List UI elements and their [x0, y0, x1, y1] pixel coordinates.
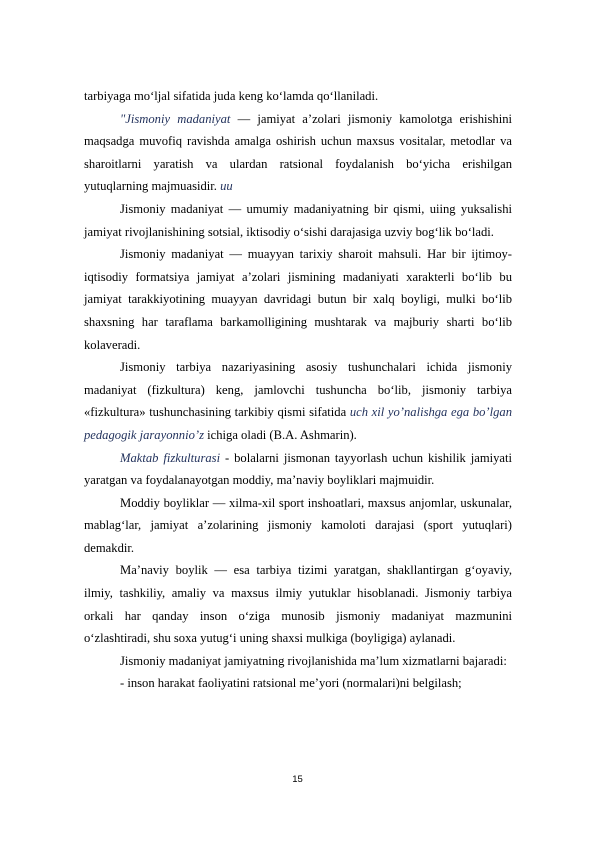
paragraph-functions-intro — [84, 650, 512, 673]
italic-phrase: uch xil yo’nalishga ega bo’lgan pedagogik jarayonnio’z — [84, 405, 512, 442]
paragraph-text: Jismoniy madaniyat jamiyatning rivojlanishida ma’lum xizmatlarni bajaradi: — [120, 653, 507, 668]
term-italic: Maktab fizkulturasi — [120, 450, 221, 465]
paragraph-text: Moddiy boyliklar — xilma-xil sport inshoatlari, maxsus anjomlar, uskunalar, mablag‘lar, jamiyat a’zolarining jismoniy kamoloti darajasi (sport yutuqlari) demakdir. — [84, 495, 512, 555]
paragraph-material-wealth — [84, 492, 512, 560]
paragraph-text: Jismoniy madaniyat — umumiy madaniyatning bir qismi, uiing yuksalishi jamiyat rivojlanishining sotsial, iktisodiy o‘sishi darajasiga uzviy bog‘lik bo‘ladi. — [84, 201, 512, 239]
paragraph-text: ichiga oladi (B.A. Ashmarin). — [203, 427, 357, 442]
paragraph-list-item — [84, 672, 512, 695]
paragraph-text: - bolalarni jismonan tayyorlash uchun kishilik jamiyati yaratgan va foydalanayotgan moddiy, ma’naviy boyliklari majmuidir. — [84, 450, 512, 488]
paragraph-text: - inson harakat faoliyatini ratsional me’yori (normalari)ni belgilash; — [120, 676, 462, 691]
paragraph-spiritual-wealth — [84, 559, 512, 649]
term-italic: "Jismoniy madaniyat — [120, 111, 231, 126]
page-number: 15 — [292, 774, 303, 785]
trailing-italic-mark: uu — [220, 179, 233, 194]
paragraph-continuation — [84, 85, 512, 108]
paragraph-historical-conditions — [84, 243, 512, 356]
paragraph-school-physical-culture — [84, 447, 512, 492]
paragraph-definition-physical-culture — [84, 108, 512, 198]
paragraph-theory-concepts — [84, 356, 512, 446]
paragraph-text: tarbiyaga mo‘ljal sifatida juda keng ko‘lamda qo‘llaniladi. — [84, 89, 379, 103]
paragraph-text: Ma’naviy boylik — esa tarbiya tizimi yaratgan, shakllantirgan g‘oyaviy, ilmiy, tashkiliy, amaliy va maxsus ilmiy yutuklar hisoblanadi. Jismoniy tarbiya orkali har qanday inson o‘ziga munosib jismoniy madaniyat mazmunini o‘zlashtiradi, shu soxa yutug‘i uning shaxsi mulkiga (boyligiga) aylanadi. — [84, 563, 512, 646]
paragraph-text: Jismoniy madaniyat — muayyan tarixiy sharoit mahsuli. Har bir ijtimoy-iqtisodiy formatsiya jamiyat a’zolari jismining madaniyati xarakterli bo‘lib bu jamiyat tarakkiyotining muayyan davridagi butun bir xalq boyligi, mulki bo‘lib shaxsning har taraflama barkamolligining mushtarak va majburiy sharti bo‘lib kolaveradi. — [84, 247, 512, 352]
page-body — [84, 85, 512, 695]
paragraph-text: — jamiyat a’zolari jismoniy kamolotga erishishini maqsadga muvofiq ravishda amalga oshirish uchun maxsus vositalar, metodlar va sharoitlarni yaratish va ulardan ratsional foydalanish bo‘yicha erishilgan yutuqlarning majmuasidir. — [84, 111, 513, 194]
paragraph-general-culture — [84, 198, 512, 243]
paragraph-text: Jismoniy tarbiya nazariyasining asosiy tushunchalari ichida jismoniy madaniyat (fizkultura) keng, jamlovchi tushuncha bo‘lib, jismoniy tarbiya «fizkultura» tushunchasining tarkibiy qismi sifatida — [84, 360, 512, 420]
